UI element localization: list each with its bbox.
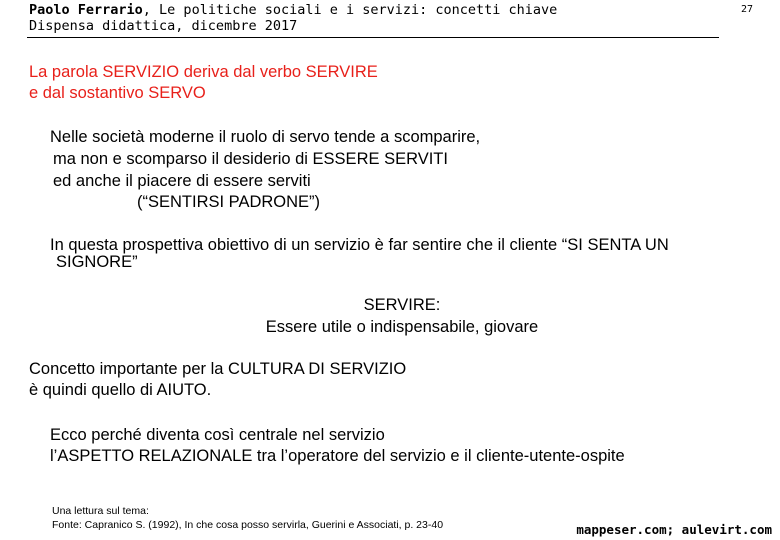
reading-source: Fonte: Capranico S. (1992), In che cosa posso servirla, Guerini e Associati, p. 23-40 [52, 519, 444, 531]
footer-url: mappeser.com; aulevirt.com [576, 522, 772, 537]
intro-line-1: La parola SERVIZIO deriva dal verbo SERVIRE [29, 63, 378, 81]
header-title-text: , Le politiche sociali e i servizi: concetti chiave [142, 2, 558, 18]
intro-line-2: e dal sostantivo SERVO [29, 84, 206, 102]
page-number: 27 [741, 4, 754, 15]
paragraph1-line-1: Nelle società moderne il ruolo di servo tende a scomparire, [50, 128, 481, 146]
definition-term: SERVIRE: [363, 296, 441, 314]
header-divider [27, 37, 719, 38]
reading-label: Una lettura sul tema: [52, 505, 149, 517]
paragraph4-line-1: Ecco perché diventa così centrale nel servizio [50, 426, 385, 444]
paragraph3-line-1: Concetto importante per la CULTURA DI SERVIZIO [29, 360, 407, 378]
paragraph2-line-2: SIGNORE” [56, 253, 138, 271]
definition-meaning: Essere utile o indispensabile, giovare [265, 318, 539, 336]
paragraph4-line-2: l’ASPETTO RELAZIONALE tra l’operatore del servizio e il cliente-utente-ospite [50, 447, 625, 465]
paragraph1-line-2: ma non e scomparso il desiderio di ESSERE SERVITI [53, 150, 448, 168]
paragraph1-line-4: (“SENTIRSI PADRONE”) [137, 193, 321, 211]
paragraph2-line-1: In questa prospettiva obiettivo di un servizio è far sentire che il cliente “SI SENTA UN [50, 236, 669, 254]
header-title [29, 2, 557, 18]
header-author: Paolo Ferrario [29, 2, 143, 18]
header-subtitle: Dispensa didattica, dicembre 2017 [29, 18, 298, 34]
paragraph3-line-2: è quindi quello di AIUTO. [29, 381, 212, 399]
paragraph1-line-3: ed anche il piacere di essere serviti [53, 172, 311, 190]
